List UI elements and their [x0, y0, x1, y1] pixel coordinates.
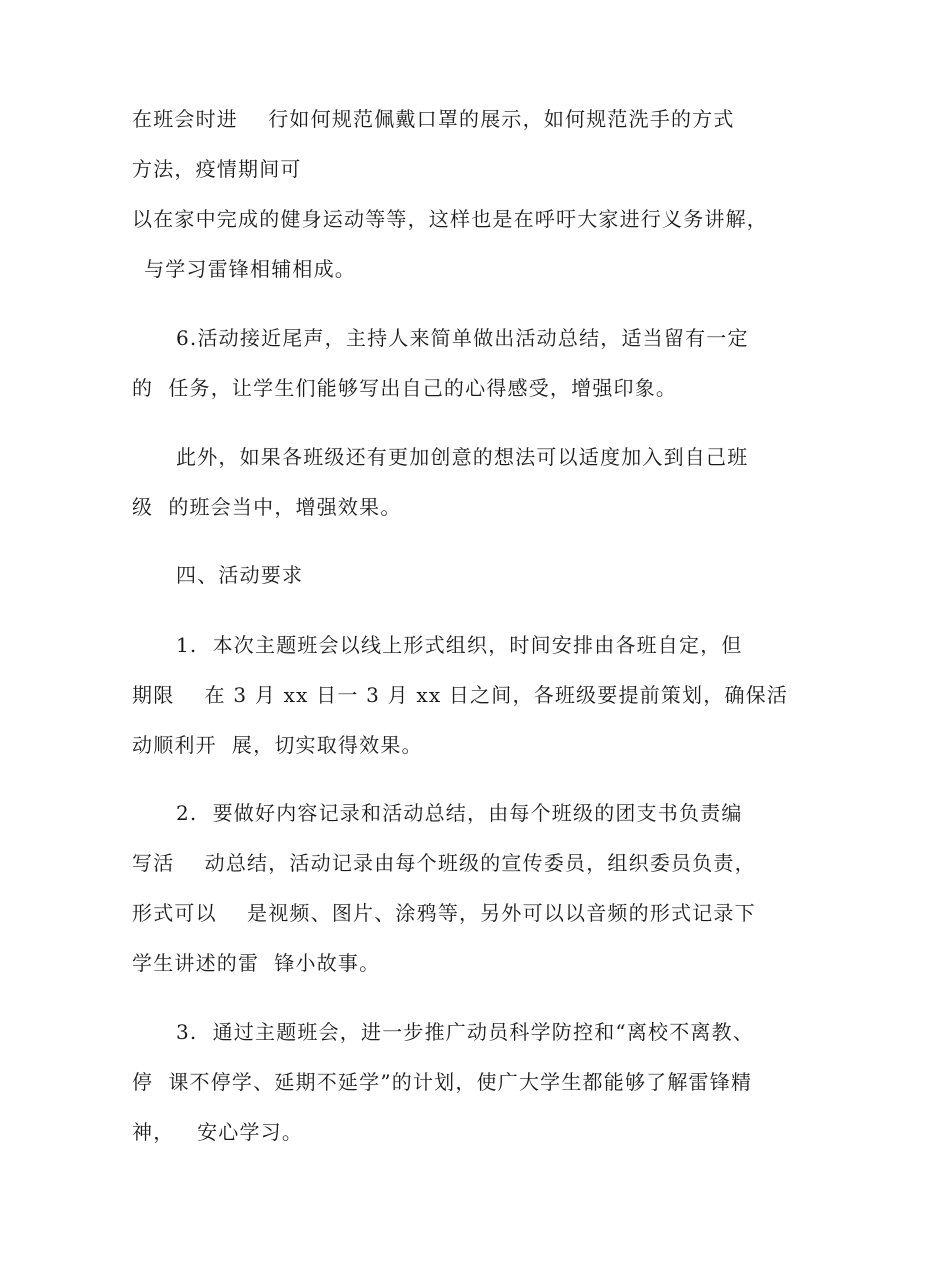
text-line: 级 的班会当中，增强效果。: [132, 495, 402, 519]
text-line: 动顺利开 展，切实取得效果。: [132, 733, 423, 757]
text-line: 学生讲述的雷 锋小故事。: [132, 951, 381, 975]
text-line: 以在家中完成的健身运动等等，这样也是在呼吁大家进行义务讲解，: [132, 207, 768, 231]
text-line: 期限 在 3 月 xx 日一 3 月 xx 日之间，各班级要提前策划，确保活: [132, 683, 789, 707]
text-line: 方法，疫情期间可: [132, 157, 302, 181]
text-line: 与学习雷锋相辅相成。: [144, 257, 356, 281]
text-line: 的 任务，让学生们能够写出自己的心得感受，增强印象。: [132, 376, 678, 400]
text-line: 在班会时进 行如何规范佩戴口罩的展示，如何规范洗手的方式: [132, 107, 735, 131]
paragraph-item-6: 6.活动接近尾声，主持人来简单做出活动总结，适当留有一定: [176, 326, 749, 350]
text-line: 停 课不停学、延期不延学”的计划，使广大学生都能够了解雷锋精: [132, 1070, 753, 1094]
requirement-item-2: 2. 要做好内容记录和活动总结，由每个班级的团支书负责编: [176, 801, 743, 825]
text-line: 神， 安心学习。: [132, 1120, 304, 1144]
section-heading: 四、活动要求: [176, 563, 304, 587]
paragraph-extra: 此外，如果各班级还有更加创意的想法可以适度加入到自己班: [176, 445, 749, 469]
requirement-item-3: 3. 通过主题班会，进一步推广动员科学防控和“离校不离教、: [176, 1020, 755, 1044]
text-line: 写活 动总结，活动记录由每个班级的宣传委员，组织委员负责，: [132, 851, 756, 875]
requirement-item-1: 1. 本次主题班会以线上形式组织，时间安排由各班自定，但: [176, 633, 743, 657]
text-line: 形式可以 是视频、图片、涂鸦等，另外可以以音频的形式记录下: [132, 901, 756, 925]
